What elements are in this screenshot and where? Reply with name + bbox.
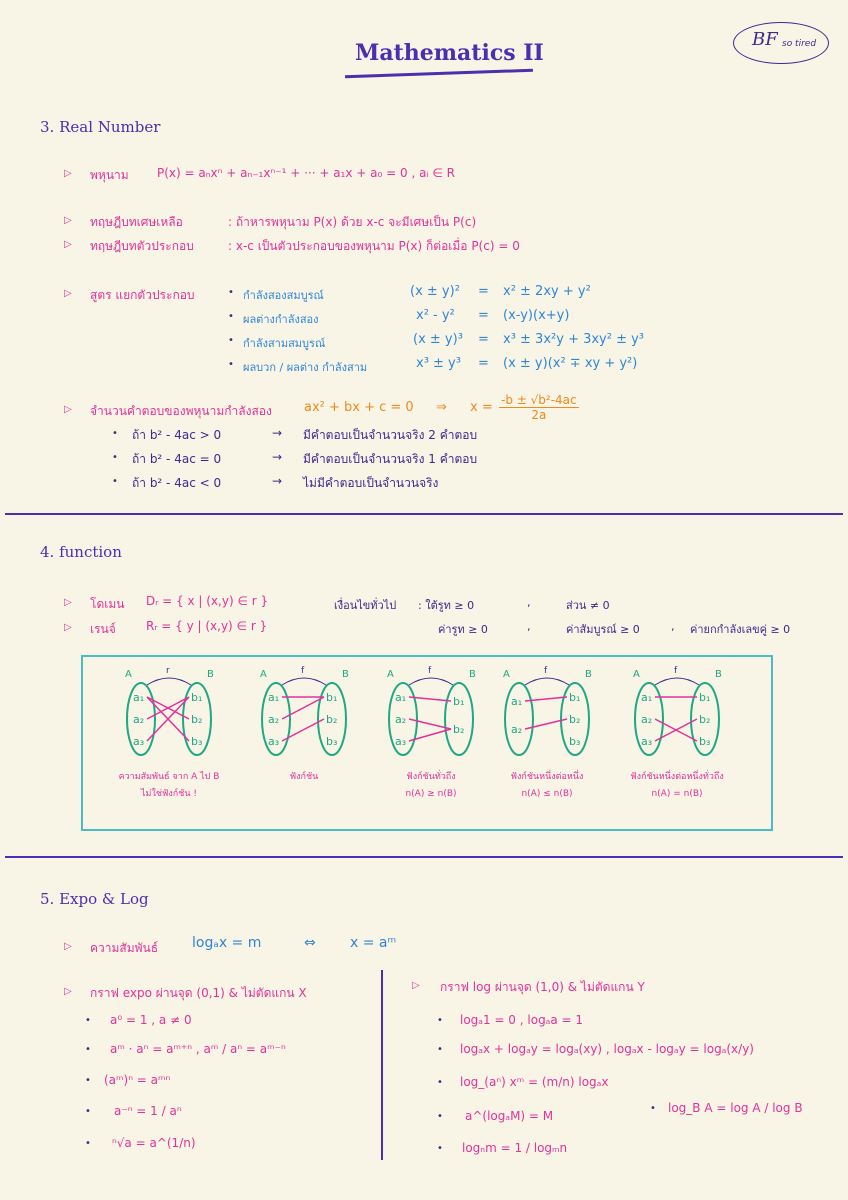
formula-equals: = xyxy=(478,356,489,371)
bullet-dot: • xyxy=(228,335,234,346)
bullet-icon: ▷ xyxy=(412,980,420,991)
relation-arrow: ⇔ xyxy=(304,935,316,951)
bullet-icon: ▷ xyxy=(64,168,72,179)
range-label: เรนจ์ xyxy=(90,622,116,636)
formula-lhs: x² - y² xyxy=(416,308,455,323)
log-graph-title: กราฟ log ผ่านจุด (1,0) & ไม่ตัดแกน Y xyxy=(440,980,645,994)
element-a: a₂ xyxy=(641,713,653,726)
bullet-dot: • xyxy=(437,1077,443,1088)
title-underline xyxy=(345,69,533,79)
section-5-heading: 5. Expo & Log xyxy=(40,890,149,908)
bullet-dot: • xyxy=(85,1075,91,1086)
element-a: a₃ xyxy=(133,735,145,748)
formula-equals: = xyxy=(478,332,489,347)
diagram-caption: ฟังก์ชันทั่วถึง xyxy=(406,772,456,782)
page-title: Mathematics II xyxy=(355,40,544,66)
element-b: b₂ xyxy=(569,713,581,726)
relation-name: f xyxy=(428,666,432,676)
element-b: b₁ xyxy=(191,691,203,704)
log-rule: a^(logₐM) = M xyxy=(465,1109,554,1123)
section-divider xyxy=(5,856,843,858)
bullet-dot: • xyxy=(228,359,234,370)
bullet-dot: • xyxy=(228,311,234,322)
condition-separator: , xyxy=(527,620,531,633)
bullet-icon: ▷ xyxy=(64,239,72,250)
range-expression: Rᵣ = { y | (x,y) ∈ r } xyxy=(146,619,268,633)
set-a-label: A xyxy=(503,669,510,680)
diagram-caption-detail: n(A) ≥ n(B) xyxy=(405,789,457,799)
set-b-label: B xyxy=(715,669,722,680)
set-a-label: A xyxy=(633,669,640,680)
condition-separator: , xyxy=(527,596,531,609)
bullet-dot: • xyxy=(650,1103,656,1114)
bullet-dot: • xyxy=(228,287,234,298)
element-b: b₁ xyxy=(699,691,711,704)
element-a: a₂ xyxy=(395,713,407,726)
polynomial-label: พหุนาม xyxy=(90,168,129,182)
diagram-caption: ฟังก์ชัน xyxy=(289,772,319,782)
element-b: b₃ xyxy=(569,735,581,748)
relation-name: f xyxy=(674,666,678,676)
relation-label: ความสัมพันธ์ xyxy=(90,941,159,955)
mapping-diagrams xyxy=(83,657,771,829)
quadratic-denominator: 2a xyxy=(531,408,547,422)
set-b-ellipse xyxy=(445,683,473,755)
element-b: b₂ xyxy=(191,713,203,726)
relation-name: f xyxy=(301,666,305,676)
bullet-dot: • xyxy=(85,1106,91,1117)
bullet-dot: • xyxy=(437,1015,443,1026)
set-b-label: B xyxy=(342,669,349,680)
formula-name: ผลต่างกำลังสอง xyxy=(243,313,319,326)
case-condition: ถ้า b² - 4ac = 0 xyxy=(132,452,222,466)
element-b: b₁ xyxy=(569,691,581,704)
bullet-dot: • xyxy=(437,1143,443,1154)
element-b: b₂ xyxy=(699,713,711,726)
bullet-icon: ▷ xyxy=(64,404,72,415)
formula-rhs: x³ ± 3x²y + 3xy² ± y³ xyxy=(503,332,645,347)
log-rule: logₐ1 = 0 , logₐa = 1 xyxy=(460,1013,584,1027)
expo-graph-title: กราฟ expo ผ่านจุด (0,1) & ไม่ตัดแกน X xyxy=(90,986,307,1000)
case-arrow: → xyxy=(272,450,283,464)
expo-rule: aᵐ · aⁿ = aᵐ⁺ⁿ , aᵐ / aⁿ = aᵐ⁻ⁿ xyxy=(110,1042,286,1056)
set-b-label: B xyxy=(469,669,476,680)
element-a: a₃ xyxy=(395,735,407,748)
element-a: a₁ xyxy=(133,691,145,704)
expo-rule: ⁿ√a = a^(1/n) xyxy=(112,1136,196,1150)
relation-arrow xyxy=(147,678,191,685)
relation-log: logₐx = m xyxy=(192,935,262,951)
diagram-caption: ฟังก์ชันหนึ่งต่อหนึ่งทั่วถึง xyxy=(630,772,724,782)
quadratic-label: จำนวนคำตอบของพหุนามกำลังสอง xyxy=(90,404,272,418)
relation-name: r xyxy=(166,666,170,676)
element-a: a₁ xyxy=(511,695,523,708)
expo-rule: a⁰ = 1 , a ≠ 0 xyxy=(110,1013,192,1027)
case-result: มีคำตอบเป็นจำนวนจริง 2 คำตอบ xyxy=(303,428,478,442)
remainder-theorem-label: ทฤษฎีบทเศษเหลือ xyxy=(90,215,183,229)
relation-name: f xyxy=(544,666,548,676)
set-a-ellipse xyxy=(505,683,533,755)
diagram-caption-detail: ไม่ใช่ฟังก์ชัน ! xyxy=(141,789,197,799)
bullet-dot: • xyxy=(112,452,118,463)
set-a-label: A xyxy=(125,669,132,680)
quadratic-numerator: -b ± √b²-4ac xyxy=(501,393,577,407)
element-a: a₁ xyxy=(641,691,653,704)
expo-rule: (aᵐ)ⁿ = aᵐⁿ xyxy=(104,1073,171,1087)
element-a: a₁ xyxy=(395,691,407,704)
condition-root-value: ค่ารูท ≥ 0 xyxy=(438,623,488,636)
diagram-caption-detail: n(A) = n(B) xyxy=(651,789,703,799)
logo-subtitle: so tired xyxy=(782,39,817,49)
element-b: b₃ xyxy=(699,735,711,748)
bullet-dot: • xyxy=(85,1138,91,1149)
condition-absolute: ค่าสัมบูรณ์ ≥ 0 xyxy=(566,623,640,636)
quadratic-x: x = xyxy=(470,400,493,415)
set-b-label: B xyxy=(585,669,592,680)
log-rule: log_(aⁿ) xᵐ = (m/n) logₐx xyxy=(460,1075,609,1089)
element-a: a₃ xyxy=(268,735,280,748)
formula-name: กำลังสองสมบูรณ์ xyxy=(243,289,324,302)
bullet-icon: ▷ xyxy=(64,288,72,299)
bullet-dot: • xyxy=(437,1044,443,1055)
element-b: b₂ xyxy=(326,713,338,726)
bullet-icon: ▷ xyxy=(64,215,72,226)
bullet-icon: ▷ xyxy=(64,941,72,952)
log-rule: logₐx + logₐy = logₐ(xy) , logₐx - logₐy = logₐ(x/y) xyxy=(460,1042,754,1056)
implies-arrow: ⇒ xyxy=(436,400,447,415)
formula-name: กำลังสามสมบูรณ์ xyxy=(243,337,326,350)
domain-label: โดเมน xyxy=(90,597,125,611)
bullet-icon: ▷ xyxy=(64,597,72,608)
function-diagrams-box xyxy=(81,655,773,831)
logo-initials: BF xyxy=(752,29,778,50)
bullet-dot: • xyxy=(85,1015,91,1026)
element-a: a₂ xyxy=(268,713,280,726)
factoring-formulas-label: สูตร แยกตัวประกอบ xyxy=(90,288,195,302)
bullet-icon: ▷ xyxy=(64,986,72,997)
element-a: a₂ xyxy=(511,723,523,736)
case-condition: ถ้า b² - 4ac > 0 xyxy=(132,428,222,442)
element-b: b₁ xyxy=(326,691,338,704)
condition-separator: , xyxy=(671,620,675,633)
log-rule: logₙm = 1 / logₘn xyxy=(462,1141,568,1155)
bullet-icon: ▷ xyxy=(64,622,72,633)
diagram-caption-detail: n(A) ≤ n(B) xyxy=(521,789,573,799)
relation-arrow xyxy=(409,678,453,685)
bullet-dot: • xyxy=(112,428,118,439)
relation-expo: x = aᵐ xyxy=(350,935,397,951)
formula-rhs: (x-y)(x+y) xyxy=(503,308,570,323)
diagram-caption: ความสัมพันธ์ จาก A ไป B xyxy=(118,772,220,782)
domain-expression: Dᵣ = { x | (x,y) ∈ r } xyxy=(146,594,269,608)
section-3-heading: 3. Real Number xyxy=(40,118,161,136)
element-a: a₃ xyxy=(641,735,653,748)
formula-rhs: x² ± 2xy + y² xyxy=(503,284,591,299)
formula-lhs: (x ± y)² xyxy=(410,284,460,299)
element-a: a₁ xyxy=(268,691,280,704)
factor-theorem-text: : x-c เป็นตัวประกอบของพหุนาม P(x) ก็ต่อเมื่อ P(c) = 0 xyxy=(228,239,520,253)
element-a: a₂ xyxy=(133,713,145,726)
section-divider xyxy=(5,513,843,515)
set-a-label: A xyxy=(260,669,267,680)
change-of-base-rule: log_B A = log A / log B xyxy=(668,1101,803,1115)
relation-arrow xyxy=(655,678,699,685)
condition-even-power: ค่ายกกำลังเลขคู่ ≥ 0 xyxy=(690,623,791,636)
set-b-label: B xyxy=(207,669,214,680)
expo-rule: a⁻ⁿ = 1 / aⁿ xyxy=(114,1104,182,1118)
bullet-dot: • xyxy=(85,1044,91,1055)
polynomial-expression: P(x) = aₙxⁿ + aₙ₋₁xⁿ⁻¹ + ··· + a₁x + a₀ = 0 , aᵢ ∈ R xyxy=(157,166,455,180)
element-b: b₁ xyxy=(453,695,465,708)
factor-theorem-label: ทฤษฎีบทตัวประกอบ xyxy=(90,239,194,253)
quadratic-equation: ax² + bx + c = 0 xyxy=(304,400,414,415)
section-4-heading: 4. function xyxy=(40,543,122,561)
remainder-theorem-text: : ถ้าหารพหุนาม P(x) ด้วย x-c จะมีเศษเป็น P(c) xyxy=(228,215,477,229)
diagram-caption: ฟังก์ชันหนึ่งต่อหนึ่ง xyxy=(510,772,584,782)
relation-arrow xyxy=(282,678,326,685)
logo xyxy=(733,22,829,64)
relation-arrow xyxy=(525,678,569,685)
column-divider xyxy=(381,970,383,1160)
element-b: b₃ xyxy=(191,735,203,748)
formula-equals: = xyxy=(478,308,489,323)
formula-equals: = xyxy=(478,284,489,299)
bullet-dot: • xyxy=(112,476,118,487)
bullet-dot: • xyxy=(437,1111,443,1122)
set-a-label: A xyxy=(387,669,394,680)
quadratic-formula xyxy=(499,393,579,422)
case-condition: ถ้า b² - 4ac < 0 xyxy=(132,476,222,490)
general-conditions-title: เงื่อนไขทั่วไป xyxy=(334,599,397,612)
formula-lhs: x³ ± y³ xyxy=(416,356,461,371)
condition-under-root: : ใต้รูท ≥ 0 xyxy=(418,599,475,612)
condition-denominator: ส่วน ≠ 0 xyxy=(566,599,610,612)
element-b: b₂ xyxy=(453,723,465,736)
formula-name: ผลบวก / ผลต่าง กำลังสาม xyxy=(243,361,368,374)
case-arrow: → xyxy=(272,474,283,488)
case-result: มีคำตอบเป็นจำนวนจริง 1 คำตอบ xyxy=(303,452,478,466)
formula-lhs: (x ± y)³ xyxy=(413,332,463,347)
case-result: ไม่มีคำตอบเป็นจำนวนจริง xyxy=(303,476,439,490)
case-arrow: → xyxy=(272,426,283,440)
element-b: b₃ xyxy=(326,735,338,748)
formula-rhs: (x ± y)(x² ∓ xy + y²) xyxy=(503,356,638,371)
